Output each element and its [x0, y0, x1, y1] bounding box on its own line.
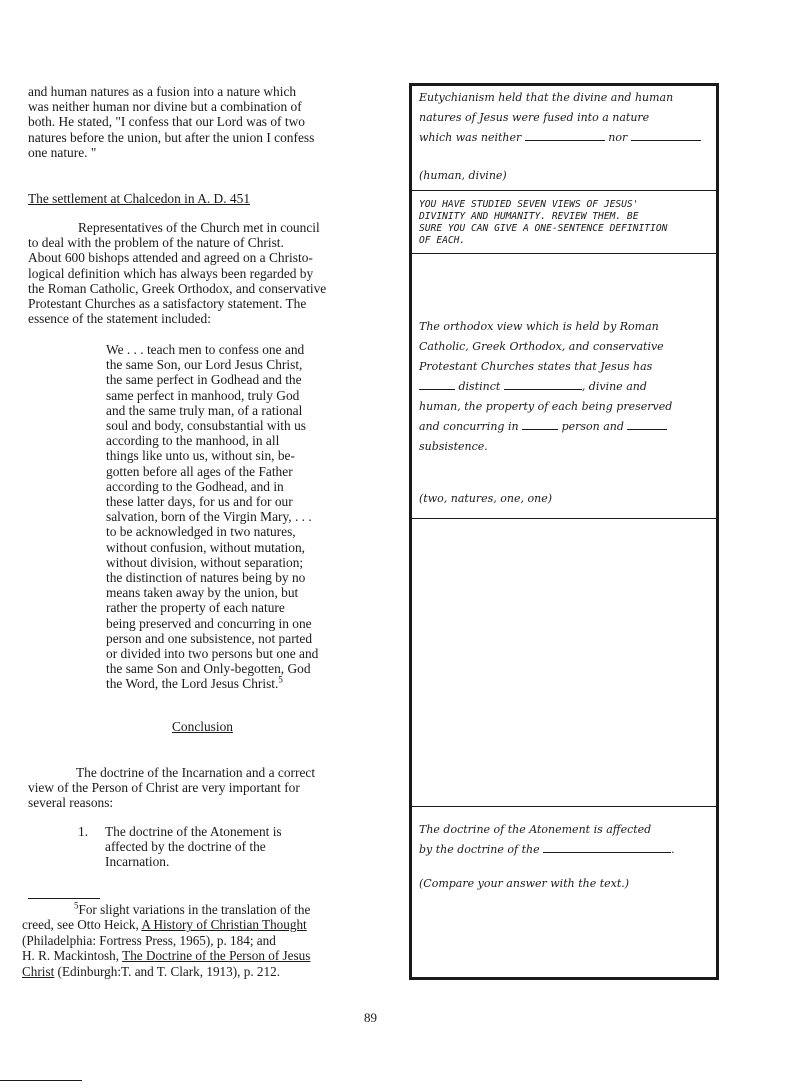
review-instruction [419, 199, 714, 247]
quote-line: and the same truly man, of a rational [106, 402, 303, 418]
text-line: Protestant Churches as a satisfactory statement. The [28, 296, 307, 312]
text-line: several reasons: [28, 795, 114, 811]
quote-line: being preserved and concurring in one [106, 615, 312, 631]
frame-answer: (two, natures, one, one) [419, 492, 553, 505]
book-title: The Doctrine of the Person of Jesus [122, 948, 311, 964]
frame-orthodox-view [419, 317, 709, 509]
answer-blank[interactable] [627, 417, 667, 430]
quote-line: or divided into two persons but one and [106, 646, 319, 662]
frame-atonement [419, 820, 709, 894]
text-line: affected by the doctrine of the [105, 839, 266, 855]
frame-note: (Compare your answer with the text.) [419, 877, 630, 890]
quote-line: things like unto us, without sin, be- [106, 448, 295, 464]
frame-line: Protestant Churches states that Jesus has [419, 360, 653, 373]
footnote-divider [28, 898, 100, 899]
text-line: The doctrine of the Incarnation and a correct [76, 765, 316, 780]
text-line: Representatives of the Church met in council [78, 220, 320, 235]
frame-line: The orthodox view which is held by Roman [419, 320, 659, 333]
quote-line: without confusion, without mutation, [106, 539, 305, 555]
answer-blank[interactable] [631, 128, 701, 141]
list-number: 1. [78, 824, 89, 839]
footnote [22, 902, 397, 979]
quote-text: the Word, the Lord Jesus Christ. [106, 676, 279, 692]
text-line: (Philadelphia: Fortress Press, 1965), p. 184; and [22, 932, 276, 948]
text-line: and human natures as a fusion into a nature which [28, 84, 297, 99]
list-item [78, 824, 378, 870]
frame-eutychianism [419, 88, 709, 186]
quote-line: the same perfect in Godhead and the [106, 372, 302, 388]
quote-line: without division, without separation; [106, 554, 304, 570]
text-line: About 600 bishops attended and agreed on a Christo- [28, 250, 313, 266]
answer-blank[interactable] [525, 128, 605, 141]
text-line: essence of the statement included: [28, 311, 211, 327]
frame-line: subsistence. [419, 440, 488, 453]
frame-line: Eutychianism held that the divine and human [419, 91, 674, 104]
footnote-mark: 5 [74, 900, 79, 911]
quote-line: salvation, born of the Virgin Mary, . . . [106, 509, 312, 525]
text-line: The doctrine of the Atonement is [105, 824, 282, 839]
frame-line: Catholic, Greek Orthodox, and conservative [419, 340, 664, 353]
creed-quote [106, 342, 396, 692]
text-line: was neither human nor divine but a combination of [28, 99, 302, 115]
text-line: one nature. " [28, 144, 97, 160]
text-line: view of the Person of Christ are very important for [28, 780, 300, 796]
quote-line: the same Son and Only-begotten, God [106, 661, 311, 677]
frame-divider [412, 253, 716, 254]
book-title: Christ [22, 963, 55, 979]
review-line: DIVINITY AND HUMANITY. REVIEW THEM. BE [419, 211, 639, 222]
text-line: H. R. Mackintosh, [22, 948, 123, 964]
text-line: (Edinburgh:T. and T. Clark, 1913), p. 212. [54, 963, 280, 979]
frame-line: and concurring in person and [419, 417, 709, 437]
text-line: to deal with the problem of the nature of Christ. [28, 235, 284, 251]
bottom-divider [0, 1080, 82, 1081]
frame-line: which was neither nor [419, 128, 709, 148]
quote-line: these latter days, for us and for our [106, 494, 293, 510]
text-line: logical definition which has always been regarded by [28, 265, 314, 281]
quote-line: the same Son, our Lord Jesus Christ, [106, 357, 303, 373]
page-number: 89 [364, 1010, 377, 1025]
quote-line: according to the Godhead, and in [106, 478, 284, 494]
quote-line-last [106, 676, 396, 691]
quote-line: person and one subsistence, not parted [106, 630, 313, 646]
section-heading: The settlement at Chalcedon in A. D. 451 [28, 191, 251, 206]
frame-line: The doctrine of the Atonement is affected [419, 823, 652, 836]
book-title: A History of Christian Thought [141, 917, 307, 933]
intro-paragraph [28, 84, 408, 160]
review-line: OF EACH. [419, 235, 466, 246]
answer-blank[interactable] [543, 840, 671, 853]
footnote-ref: 5 [278, 675, 283, 685]
chalcedon-paragraph [28, 220, 408, 326]
quote-line: means taken away by the union, but [106, 585, 299, 601]
answer-blank[interactable] [522, 417, 558, 430]
frame-divider [412, 190, 716, 191]
text-line: For slight variations in the translation of the [78, 902, 311, 917]
frame-divider [412, 518, 716, 519]
review-line: SURE YOU CAN GIVE A ONE-SENTENCE DEFINITION [419, 223, 668, 234]
quote-line: the distinction of natures being by no [106, 570, 306, 586]
quote-line: according to the manhood, in all [106, 433, 280, 449]
conclusion-heading: Conclusion [172, 719, 234, 734]
quote-line: same perfect in manhood, truly God [106, 387, 300, 403]
quote-line: We . . . teach men to confess one and [106, 342, 305, 357]
text-line: both. He stated, "I confess that our Lord was of two [28, 114, 305, 130]
frame-divider [412, 806, 716, 807]
text-line: the Roman Catholic, Greek Orthodox, and conservative [28, 280, 327, 296]
quote-line: rather the property of each nature [106, 600, 285, 616]
text-line: natures before the union, but after the union I confess [28, 129, 315, 145]
frame-line: human, the property of each being preserved [419, 400, 673, 413]
frame-line: natures of Jesus were fused into a nature [419, 111, 650, 124]
answer-blank[interactable] [419, 377, 455, 390]
frame-line: by the doctrine of the . [419, 840, 709, 860]
quote-line: soul and body, consubstantial with us [106, 418, 306, 434]
quote-line: to be acknowledged in two natures, [106, 524, 296, 540]
text-line: Incarnation. [105, 854, 170, 870]
frame-answer: (human, divine) [419, 169, 507, 182]
review-line: YOU HAVE STUDIED SEVEN VIEWS OF JESUS' [419, 199, 639, 210]
programmed-learning-panel [409, 83, 719, 980]
quote-line: gotten before all ages of the Father [106, 463, 293, 479]
answer-blank[interactable] [504, 377, 582, 390]
text-line: creed, see Otto Heick, [22, 917, 142, 933]
frame-line: distinct , divine and [419, 377, 709, 397]
conclusion-paragraph [28, 765, 393, 811]
